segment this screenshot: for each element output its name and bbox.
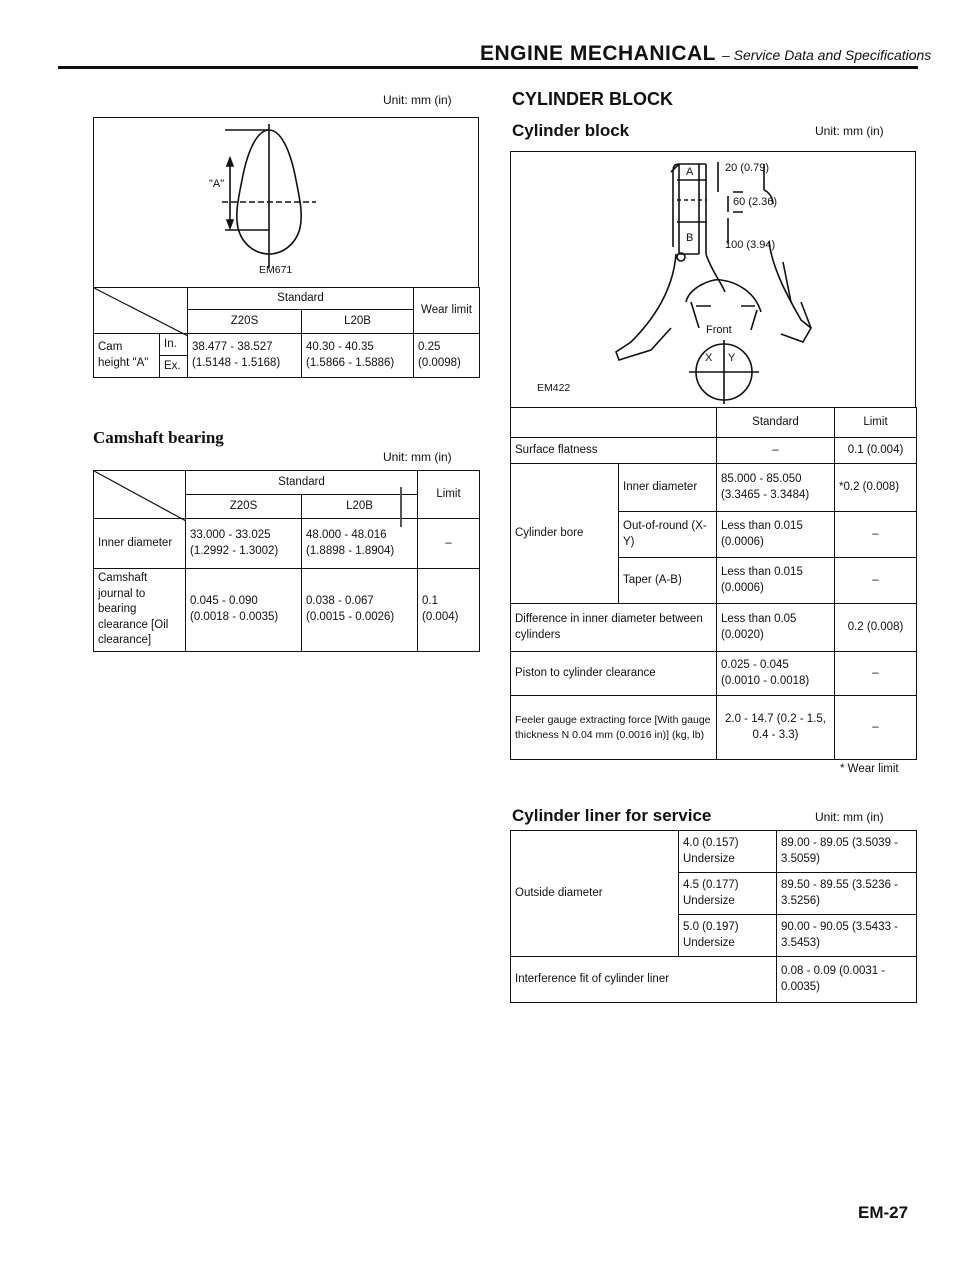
cb-bore-row-limit: – bbox=[835, 558, 917, 604]
bearing-corner-diagonal bbox=[94, 471, 186, 521]
cb-diff-std: Less than 0.05 (0.0020) bbox=[717, 604, 835, 652]
bearing-row-label: Inner diameter bbox=[94, 519, 186, 569]
cam-l20b-value: 40.30 - 40.35 (1.5866 - 1.5886) bbox=[302, 334, 414, 378]
bearing-row-z20s: 33.000 - 33.025 (1.2992 - 1.3002) bbox=[186, 519, 302, 569]
liner-row-size: 4.0 (0.157) Undersize bbox=[679, 831, 777, 873]
cam-lobe-figure bbox=[94, 118, 480, 288]
bearing-col-l20b: L20B bbox=[302, 495, 418, 519]
cb-surface-label: Surface flatness bbox=[511, 438, 717, 464]
cam-col-standard: Standard bbox=[188, 288, 414, 310]
liner-row-value: 89.00 - 89.05 (3.5039 - 3.5059) bbox=[777, 831, 917, 873]
cylinder-block-table bbox=[510, 407, 917, 760]
cam-col-l20b: L20B bbox=[302, 310, 414, 334]
liner-fit-label: Interference fit of cylinder liner bbox=[511, 957, 777, 1003]
cb-feeler-label: Feeler gauge extracting force [With gauge thickness N 0.04 mm (0.0016 in)] (kg, lb) bbox=[511, 696, 717, 760]
cb-surface-limit: 0.1 (0.004) bbox=[835, 438, 917, 464]
bearing-col-z20s: Z20S bbox=[186, 495, 302, 519]
cb-bore-row-std: Less than 0.015 (0.0006) bbox=[717, 512, 835, 558]
cylinder-block-figure-box bbox=[510, 151, 916, 407]
cam-col-z20s: Z20S bbox=[188, 310, 302, 334]
liner-fit-value: 0.08 - 0.09 (0.0031 - 0.0035) bbox=[777, 957, 917, 1003]
cb-piston-limit: – bbox=[835, 652, 917, 696]
bearing-col-limit: Limit bbox=[418, 471, 480, 519]
cb-feeler-std: 2.0 - 14.7 (0.2 - 1.5, 0.4 - 3.3) bbox=[717, 696, 835, 760]
bearing-row-l20b: 48.000 - 48.016 (1.8898 - 1.8904) bbox=[302, 519, 418, 569]
cam-ex-label: Ex. bbox=[160, 356, 188, 378]
figure-label-em422: EM422 bbox=[537, 382, 571, 394]
cylinder-liner-table bbox=[510, 830, 917, 1003]
bearing-col-standard: Standard bbox=[186, 471, 418, 495]
cylinder-liner-unit: Unit: mm (in) bbox=[815, 810, 884, 824]
bearing-row-l20b: 0.038 - 0.067 (0.0015 - 0.0026) bbox=[302, 569, 418, 652]
cb-diff-limit: 0.2 (0.008) bbox=[835, 604, 917, 652]
cylinder-block-unit: Unit: mm (in) bbox=[815, 124, 884, 138]
header-rule bbox=[58, 66, 918, 69]
cam-height-unit: Unit: mm (in) bbox=[383, 93, 452, 107]
bearing-row-limit: 0.1 (0.004) bbox=[418, 569, 480, 652]
cam-figure-letter: "A" bbox=[209, 178, 225, 190]
page-number: EM-27 bbox=[858, 1203, 909, 1222]
cb-feeler-limit: – bbox=[835, 696, 917, 760]
cb-bore-row-label: Out-of-round (X-Y) bbox=[619, 512, 717, 558]
cb-diff-label: Difference in inner diameter between cylinders bbox=[511, 604, 717, 652]
cb-bore-label: Cylinder bore bbox=[511, 464, 619, 604]
cylinder-liner-title: Cylinder liner for service bbox=[512, 806, 712, 825]
page-header bbox=[480, 42, 931, 66]
header-subtitle: – Service Data and Specifications bbox=[721, 47, 932, 63]
bearing-row-label: Camshaft journal to bearing clearance [Oil clearance] bbox=[94, 569, 186, 652]
cb-col-limit: Limit bbox=[835, 408, 917, 438]
cam-row-label: Cam height "A" bbox=[94, 334, 160, 378]
bearing-row-z20s: 0.045 - 0.090 (0.0018 - 0.0035) bbox=[186, 569, 302, 652]
figure-label-front: Front bbox=[706, 324, 732, 336]
camshaft-bearing-title: Camshaft bearing bbox=[93, 428, 224, 447]
cb-bore-row-limit: – bbox=[835, 512, 917, 558]
cylinder-block-figure bbox=[511, 152, 917, 408]
cylinder-block-section: CYLINDER BLOCK bbox=[512, 89, 673, 109]
liner-row-size: 5.0 (0.197) Undersize bbox=[679, 915, 777, 957]
cb-piston-std: 0.025 - 0.045 (0.0010 - 0.0018) bbox=[717, 652, 835, 696]
figure-dim-100: 100 (3.94) bbox=[725, 239, 776, 251]
cam-figure-label: EM671 bbox=[259, 264, 293, 276]
cam-z20s-value: 38.477 - 38.527 (1.5148 - 1.5168) bbox=[188, 334, 302, 378]
cam-col-wear: Wear limit bbox=[414, 288, 480, 334]
cylinder-block-title: Cylinder block bbox=[512, 121, 630, 140]
bearing-corner-cell bbox=[94, 471, 186, 519]
cb-bore-row-std: 85.000 - 85.050 (3.3465 - 3.3484) bbox=[717, 464, 835, 512]
liner-od-label: Outside diameter bbox=[511, 831, 679, 957]
camshaft-bearing-unit: Unit: mm (in) bbox=[383, 450, 452, 464]
figure-dim-20: 20 (0.79) bbox=[725, 162, 770, 174]
cb-bore-row-std: Less than 0.015 (0.0006) bbox=[717, 558, 835, 604]
figure-dim-60: 60 (2.36) bbox=[733, 196, 778, 208]
liner-row-size: 4.5 (0.177) Undersize bbox=[679, 873, 777, 915]
figure-label-x: X bbox=[705, 352, 713, 364]
cb-col-standard: Standard bbox=[717, 408, 835, 438]
cb-piston-label: Piston to cylinder clearance bbox=[511, 652, 717, 696]
figure-label-a: A bbox=[686, 166, 694, 178]
camshaft-bearing-table bbox=[93, 470, 480, 652]
cam-wear-value: 0.25 (0.0098) bbox=[414, 334, 480, 378]
cam-height-table bbox=[93, 287, 480, 378]
cam-corner-diagonal bbox=[94, 288, 188, 336]
header-title: ENGINE MECHANICAL bbox=[480, 42, 716, 65]
figure-label-b: B bbox=[686, 232, 694, 244]
cb-bore-row-label: Taper (A-B) bbox=[619, 558, 717, 604]
liner-row-value: 89.50 - 89.55 (3.5236 - 3.5256) bbox=[777, 873, 917, 915]
figure-label-y: Y bbox=[728, 352, 736, 364]
liner-row-value: 90.00 - 90.05 (3.5433 - 3.5453) bbox=[777, 915, 917, 957]
cam-figure-box bbox=[93, 117, 479, 287]
cam-in-label: In. bbox=[160, 334, 188, 356]
scan-mark bbox=[400, 487, 402, 527]
cb-surface-std: – bbox=[717, 438, 835, 464]
wear-limit-note: * Wear limit bbox=[840, 763, 899, 775]
bearing-row-limit: – bbox=[418, 519, 480, 569]
cb-bore-row-limit: *0.2 (0.008) bbox=[835, 464, 917, 512]
cb-header-blank bbox=[511, 408, 717, 438]
cam-corner-cell bbox=[94, 288, 188, 334]
cb-bore-row-label: Inner diameter bbox=[619, 464, 717, 512]
